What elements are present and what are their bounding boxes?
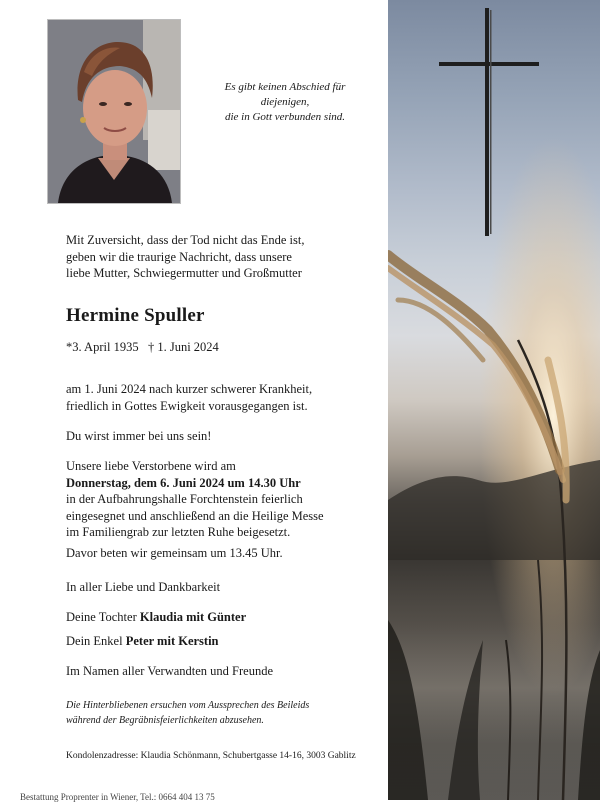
- life-dates: [66, 339, 219, 356]
- mourner-daughter: [66, 609, 246, 626]
- intro-paragraph: [66, 232, 304, 282]
- condolence-note: [66, 698, 309, 728]
- funeral-paragraph: [66, 458, 324, 541]
- quote-line: Es gibt keinen Abschied für: [224, 81, 346, 93]
- funeral-line: eingesegnet und anschließend an die Heilige Messe: [66, 508, 324, 523]
- note-line: Die Hinterbliebenen ersuchen vom Aussprechen des Beileids: [66, 700, 310, 711]
- passing-line: friedlich in Gottes Ewigkeit vorausgegangen ist.: [66, 398, 308, 413]
- death-date: † 1. Juni 2024: [147, 340, 219, 354]
- reed-sunset-image: [388, 0, 600, 800]
- motto-text: Du wirst immer bei uns sein!: [66, 429, 212, 443]
- closing-text: In aller Liebe und Dankbarkeit: [66, 580, 221, 594]
- funeral-line: in der Aufbahrungshalle Forchtenstein feierlich: [66, 492, 303, 506]
- birth-date: *3. April 1935: [66, 340, 139, 354]
- intro-line: geben wir die traurige Nachricht, dass unsere: [66, 249, 292, 264]
- deceased-name: Hermine Spuller: [66, 305, 205, 326]
- grandson-name: Peter mit Kerstin: [125, 634, 219, 648]
- funeral-line: Unsere liebe Verstorbene wird am: [66, 459, 236, 473]
- note-line: während der Begräbnisfeierlichkeiten abzusehen.: [66, 715, 264, 726]
- mourner-relatives: Im Namen aller Verwandten und Freunde: [66, 664, 273, 678]
- condolence-address: Kondolenzadresse: Klaudia Schönmann, Schubertgasse 14-16, 3003 Gablitz: [66, 751, 356, 761]
- memorial-quote: [200, 80, 370, 125]
- funeral-date: [66, 475, 324, 492]
- intro-line: liebe Mutter, Schwiegermutter und Großmutter: [66, 266, 302, 280]
- portrait-illustration: [48, 20, 180, 203]
- funeral-home-footer: Bestattung Proprenter in Wiener, Tel.: 0664 404 13 75: [20, 792, 215, 802]
- funeral-date-bold: Donnerstag, dem 6. Juni 2024 um 14.30 Uhr: [66, 475, 301, 490]
- quote-line: diejenigen,: [260, 96, 310, 108]
- passing-paragraph: [66, 381, 312, 414]
- daughter-name: Klaudia mit Günter: [139, 610, 247, 624]
- intro-line: Mit Zuversicht, dass der Tod nicht das Ende ist,: [66, 233, 305, 247]
- passing-line: am 1. Juni 2024 nach kurzer schwerer Krankheit,: [66, 382, 313, 396]
- funeral-line: im Familiengrab zur letzten Ruhe beigesetzt.: [66, 525, 291, 539]
- grandson-prefix: Dein Enkel: [66, 634, 123, 648]
- quote-line: die in Gott verbunden sind.: [224, 111, 346, 123]
- prayer-text: Davor beten wir gemeinsam um 13.45 Uhr.: [66, 546, 283, 560]
- mourner-grandson: [66, 633, 219, 650]
- portrait-photo: [47, 19, 181, 204]
- daughter-prefix: Deine Tochter: [66, 610, 137, 624]
- reed-cross-illustration: [388, 0, 600, 800]
